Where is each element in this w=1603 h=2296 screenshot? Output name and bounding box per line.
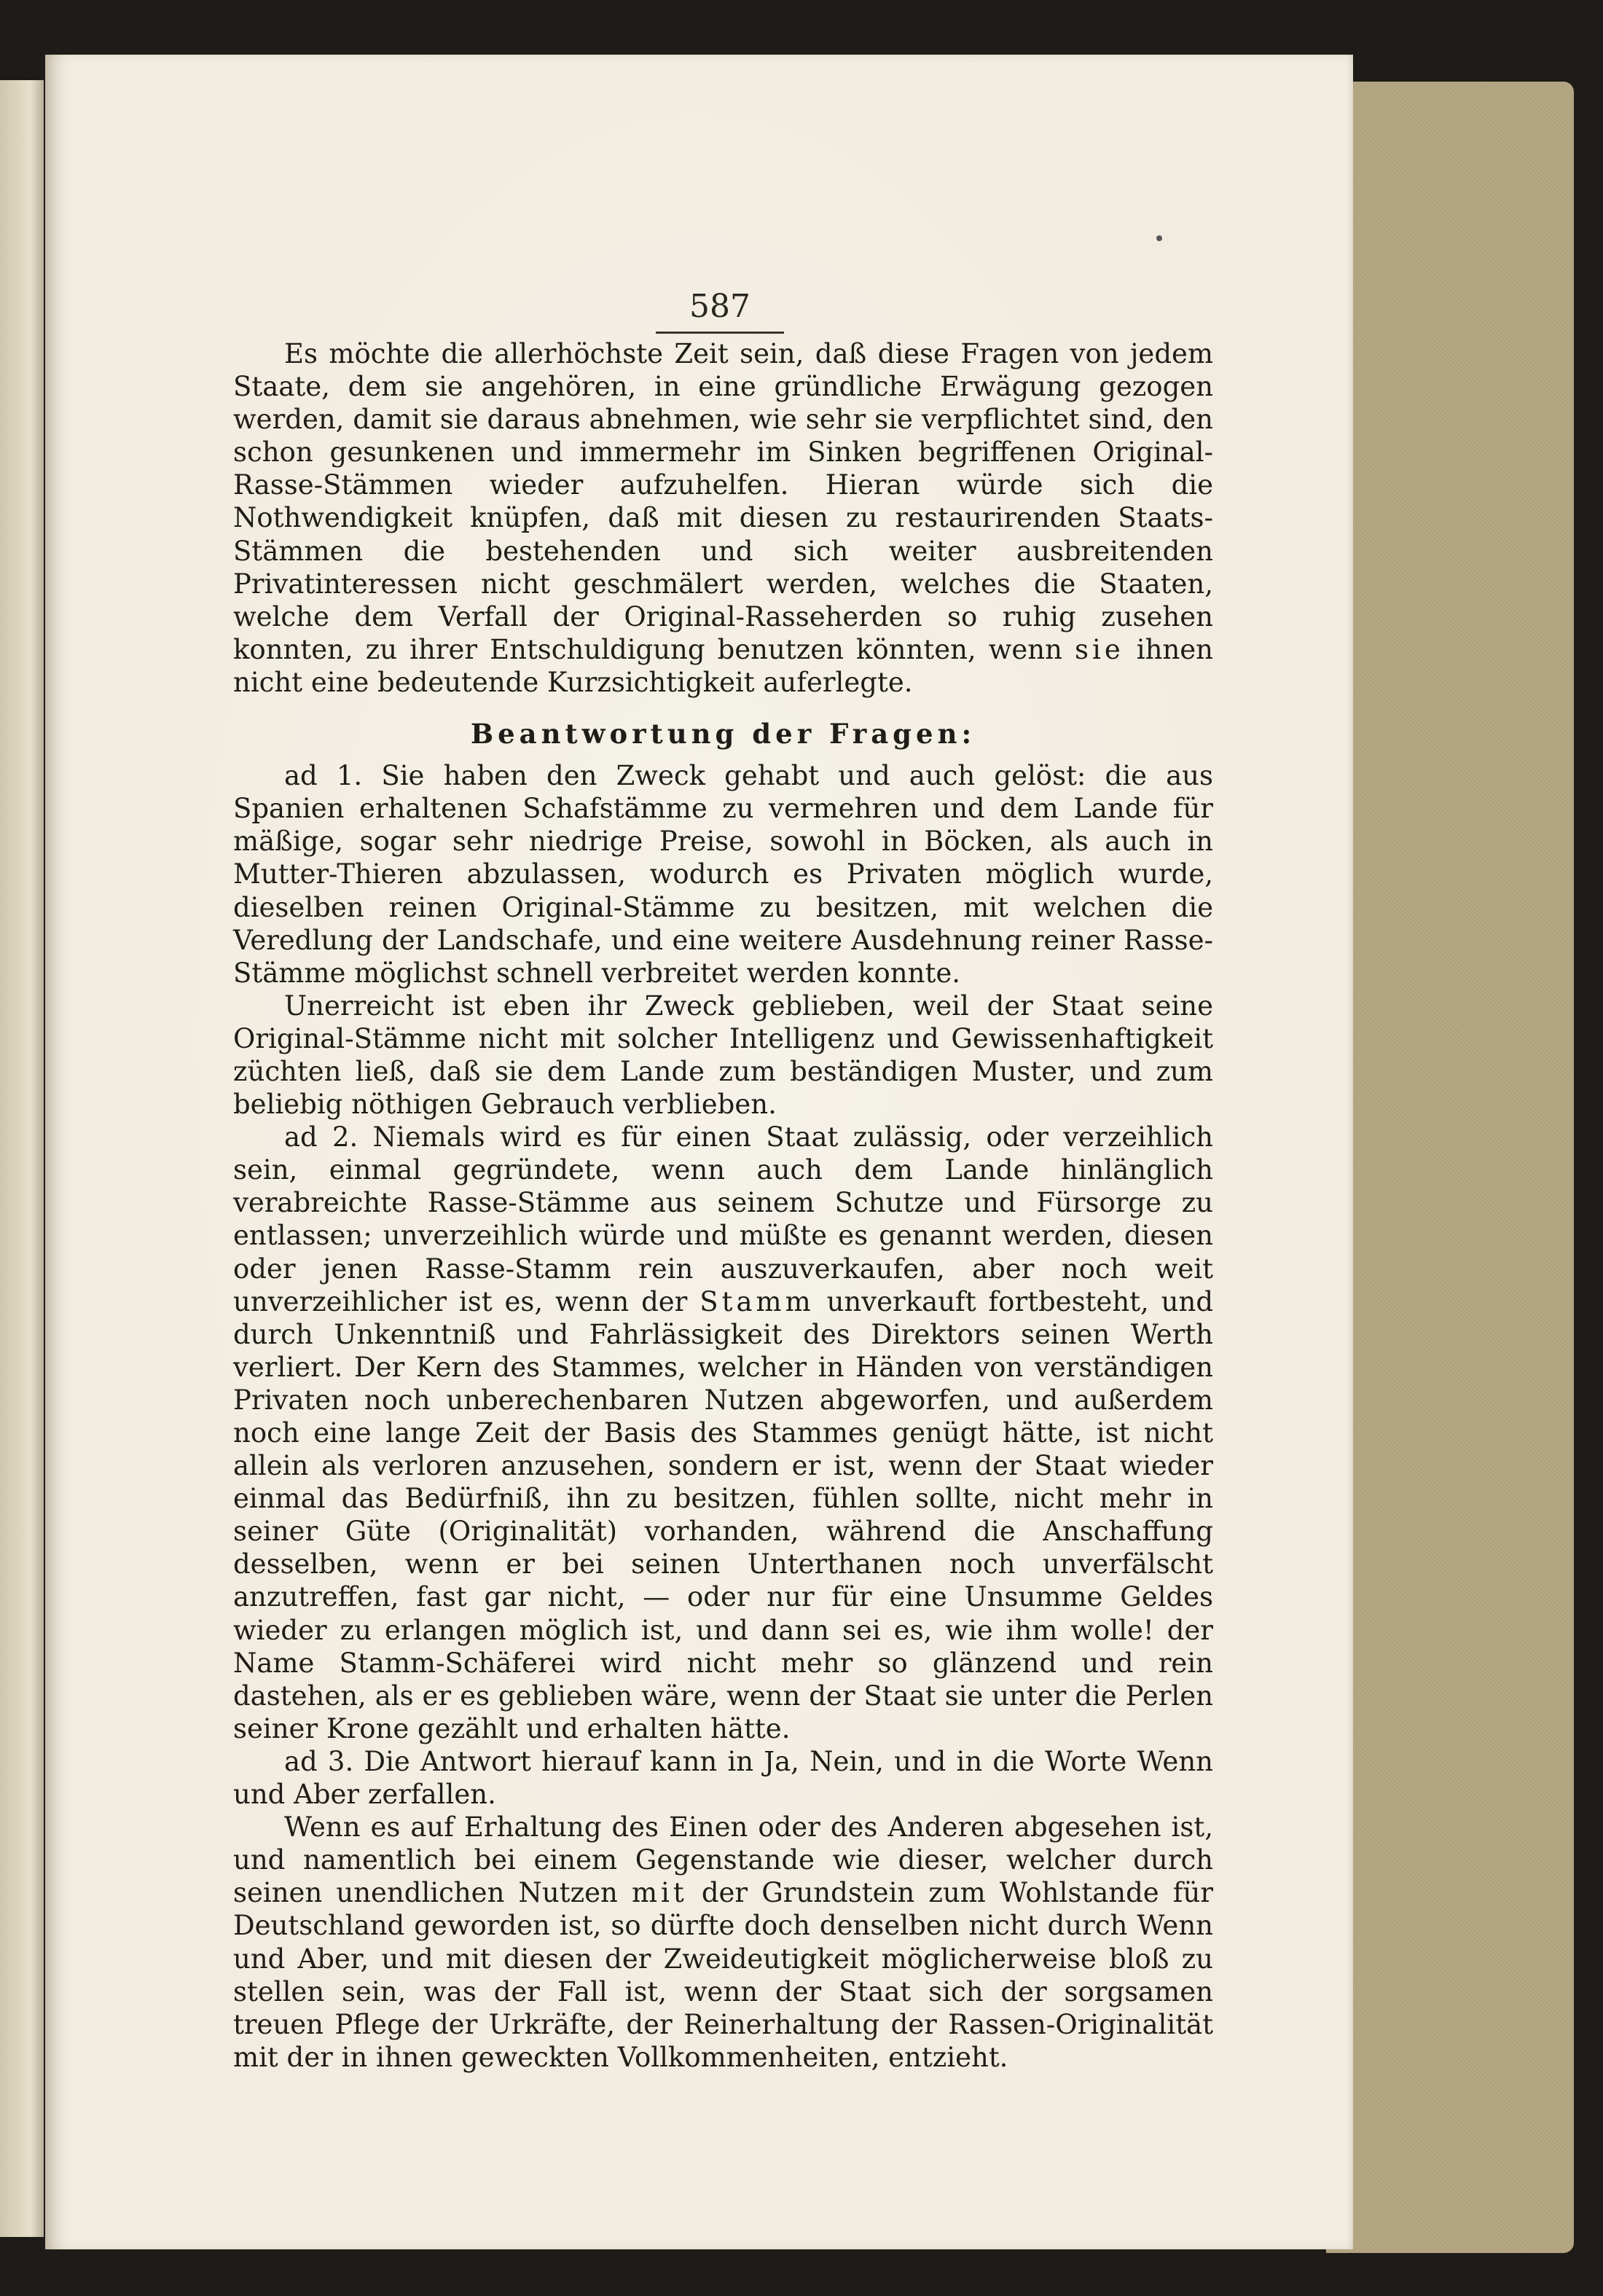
answer-1-paragraph: ad 1. Sie haben den Zweck gehabt und auch gelöst: die aus Spanien erhaltenen Schafstämme zu vermehren und dem Lande für mäßige, sogar sehr niedrige Preise, sowohl in Böcken, als auch in Mutter-Thieren abzulassen, wodurch es Privaten möglich wurde, dieselben reinen Original-Stämme zu besitzen, mit welchen die Veredlung der Landschafe, und eine weitere Ausdehnung reiner Rasse-Stämme möglichst schnell verbreitet werden konnte. [233, 760, 1213, 989]
section-heading: Beantwortung der Fragen: [470, 718, 976, 751]
book-cover-board [1326, 82, 1574, 2253]
answer-3-paragraph: ad 3. Die Antwort hierauf kann in Ja, Nein, und in die Worte Wenn und Aber zerfallen. [233, 1745, 1213, 1811]
intro-emphasis: sie [1075, 633, 1124, 665]
answer-2-text-end: unverkauft fortbesteht, und durch Unkenntniß und Fahrlässigkeit des Direktors seinen Werth verliert. Der Kern des Stammes, welcher in Händen von verständigen Privaten noch unberechenbaren Nutzen abgeworfen, und außerdem noch eine lange Zeit der Basis des Stammes genügt hätte, ist nicht allein als verloren anzusehen, sondern er ist, wenn der Staat wieder einmal das Bedürfniß, ihn zu besitzen, fühlen sollte, nicht mehr in seiner Güte (Originalität) vorhanden, während die Anschaffung desselben, wenn er bei seinen Unterthanen noch unverfälscht anzutreffen, fast gar nicht, — oder nur für eine Unsumme Geldes wieder zu erlangen möglich ist, und dann sei es, wie ihm wolle! der Name Stamm-Schäferei wird nicht mehr so glänzend und rein dastehen, als er es geblieben wäre, wenn der Staat sie unter die Perlen seiner Krone gezählt und erhalten hätte. [233, 1285, 1214, 1744]
left-page-edge [0, 80, 44, 2237]
answer-3-continuation [233, 1811, 1213, 2074]
page-number-rule [656, 332, 784, 334]
body-text [233, 337, 1213, 2074]
answer-2-paragraph [233, 1121, 1213, 1745]
page-number: 587 [689, 288, 750, 325]
book-page [45, 55, 1353, 2249]
answer-2-emphasis: Stamm [699, 1285, 815, 1317]
intro-text: Es möchte die allerhöchste Zeit sein, daß diese Fragen von jedem Staate, dem sie angehören, in eine gründliche Erwägung gezogen werden, damit sie daraus abnehmen, wie sehr sie verpflichtet sind, den schon gesunkenen und immermehr im Sinken begriffenen Original-Rasse-Stämmen wieder aufzuhelfen. Hieran würde sich die Nothwendigkeit knüpfen, daß mit diesen zu restaurirenden Staats-Stämmen die bestehenden und sich weiter ausbreitenden Privatinteressen nicht geschmälert werden, welches die Staaten, welche dem Verfall der Original-Rasseherden so ruhig zusehen konnten, zu ihrer Entschuldigung benutzen könnten, wenn [233, 338, 1213, 665]
answer-3-text: Wenn es auf Erhaltung des Einen oder des Anderen abgesehen ist, und namentlich bei einem Gegenstande wie dieser, welcher durch seinen unendlichen Nutzen [233, 1811, 1213, 1909]
intro-text-end: ihnen nicht eine bedeutende Kurzsichtigkeit auferlegte. [233, 633, 1213, 698]
answer-3-text-end: der Grundstein zum Wohlstande für Deutschland geworden ist, so dürfte doch denselben nicht durch Wenn und Aber, und mit diesen der Zweideutigkeit möglicherweise bloß zu stellen sein, was der Fall ist, wenn der Staat sich der sorgsamen treuen Pflege der Urkräfte, der Reinerhaltung der Rassen-Originalität mit der in ihnen geweckten Vollkommenheiten, entzieht. [233, 1877, 1213, 2073]
answer-3-emphasis: mit [631, 1877, 688, 1909]
intro-paragraph [233, 337, 1213, 699]
answer-1-continuation: Unerreicht ist eben ihr Zweck geblieben, weil der Staat seine Original-Stämme nicht mit solcher Intelligenz und Gewissenhaftigkeit züchten ließ, daß sie dem Lande zum beständigen Muster, und zum beliebig nöthigen Gebrauch verblieben. [233, 990, 1213, 1121]
answer-2-text: ad 2. Niemals wird es für einen Staat zulässig, oder verzeihlich sein, einmal gegründete, wenn auch dem Lande hinlänglich verabreichte Rasse-Stämme aus seinem Schutze und Fürsorge zu entlassen; unverzeihlich würde und müßte es genannt werden, diesen oder jenen Rasse-Stamm rein auszuverkaufen, aber noch weit unverzeihlicher ist es, wenn der [233, 1121, 1213, 1317]
paper-spot [1156, 235, 1162, 241]
